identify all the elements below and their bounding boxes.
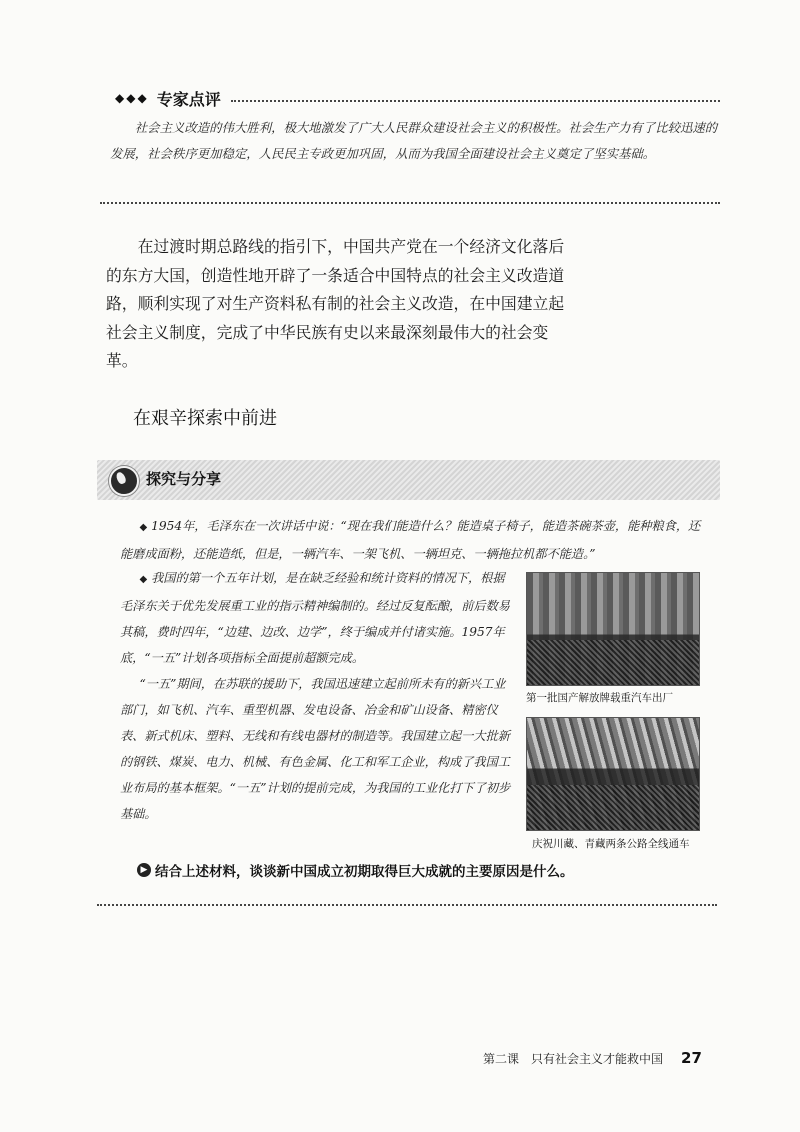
page-footer — [483, 1049, 702, 1067]
explore-share-title: 探究与分享 — [146, 470, 222, 488]
discussion-task — [137, 860, 574, 880]
material-quote-1 — [120, 513, 708, 567]
bullet-icon: ◆ — [139, 574, 148, 585]
highway-celebration-photo — [526, 717, 700, 831]
material-quote-2-block — [120, 565, 512, 827]
quote-2-text: 我国的第一个五年计划，是在缺乏经验和统计资料的情况下，根据毛泽东关于优先发展重工业的指示精神编制的。经过反复酝酿，前后数易其稿，费时四年，“边建、边改、边学”，终于编成并付诸实施。1957年底，“一五”计划各项指标全面提前超额完成。 — [120, 571, 510, 665]
page-number: 27 — [681, 1049, 702, 1067]
truck-factory-photo — [526, 572, 700, 686]
photo-crowd — [527, 785, 699, 830]
diamond-icons: ◆◆◆ — [115, 91, 149, 105]
arrow-circle-icon: ▶ — [137, 863, 151, 877]
main-paragraph: 在过渡时期总路线的指引下，中国共产党在一个经济文化落后的东方大国，创造性地开辟了一条适合中国特点的社会主义改造道路，顺利实现了对生产资料私有制的社会主义改造，在中国建立起社会主义制度，完成了中华民族有史以来最深刻最伟大的社会变革。 — [106, 237, 565, 370]
photo-caption-2: 庆祝川藏、青藏两条公路全线通车 — [532, 838, 690, 850]
quote-1-text: 1954年，毛泽东在一次讲话中说：“现在我们能造什么？能造桌子椅子，能造茶碗茶壶，能种粮食，还能磨成面粉，还能造纸，但是，一辆汽车、一架飞机、一辆坦克、一辆拖拉机都不能造。” — [120, 519, 701, 561]
expert-comment-title: 专家点评 — [156, 89, 221, 109]
photo-caption-1: 第一批国产解放牌载重汽车出厂 — [526, 692, 673, 704]
explore-share-icon — [109, 466, 139, 496]
section-title: 在艰辛探索中前进 — [133, 408, 277, 429]
discussion-task-text: 结合上述材料，谈谈新中国成立初期取得巨大成就的主要原因是什么。 — [155, 864, 574, 880]
bullet-icon: ◆ — [139, 522, 148, 533]
dotted-divider — [231, 100, 720, 102]
expert-comment-body: 社会主义改造的伟大胜利，极大地激发了广大人民群众建设社会主义的积极性。社会生产力有了比较迅速的发展，社会秩序更加稳定，人民民主专政更加巩固，从而为我国全面建设社会主义奠定了坚实基础。 — [110, 120, 718, 161]
lesson-title: 第二课 只有社会主义才能救中国 — [483, 1052, 664, 1066]
photo-crowd — [527, 640, 699, 685]
dotted-separator — [100, 202, 720, 204]
material-quote-3: “一五”期间，在苏联的援助下，我国迅速建立起前所未有的新兴工业部门，如飞机、汽车、重型机器、发电设备、冶金和矿山设备、精密仪表、新式机床、塑料、无线和有线电器材的制造等。我国建立起一大批新的钢铁、煤炭、电力、机械、有色金属、化工和军工企业，构成了我国工业布局的基本框架。“一五”计划的提前完成，为我国的工业化打下了初步基础。 — [120, 677, 511, 821]
expert-comment-header — [115, 86, 720, 110]
dotted-separator — [97, 904, 717, 906]
material-quote-2 — [120, 565, 512, 671]
